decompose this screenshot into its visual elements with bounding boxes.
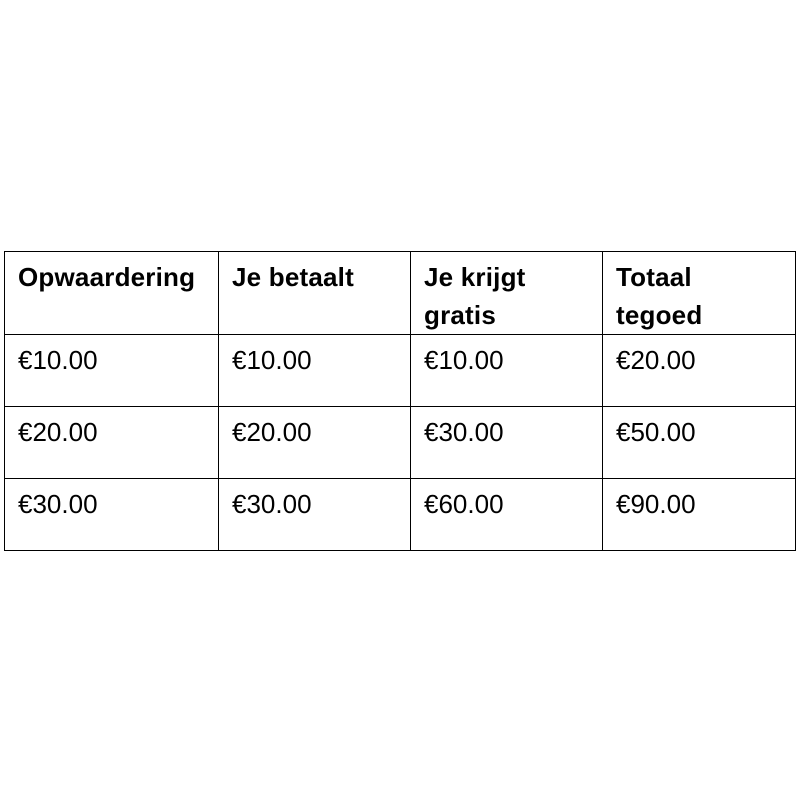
top-up-table [4, 251, 796, 551]
header-cell-je-betaalt [219, 252, 411, 335]
header-label: Totaal tegoed [616, 262, 703, 330]
header-cell-opwaardering [5, 252, 219, 335]
header-cell-je-krijgt-gratis [411, 252, 603, 335]
table-cell: €30.00 [411, 407, 603, 479]
header-label: Opwaardering [18, 262, 196, 292]
table-cell: €30.00 [219, 479, 411, 551]
top-up-table-container [4, 251, 795, 551]
table-cell: €90.00 [603, 479, 796, 551]
table-row [5, 335, 796, 407]
header-row [5, 252, 796, 335]
table-cell: €20.00 [603, 335, 796, 407]
table-row [5, 407, 796, 479]
table-row [5, 479, 796, 551]
header-label: Je betaalt [232, 262, 354, 292]
table-cell: €20.00 [219, 407, 411, 479]
table-cell: €10.00 [5, 335, 219, 407]
table-cell: €50.00 [603, 407, 796, 479]
table-body [5, 335, 796, 551]
header-label: Je krijgt gratis [424, 262, 526, 330]
table-cell: €20.00 [5, 407, 219, 479]
header-cell-totaal-tegoed [603, 252, 796, 335]
table-cell: €10.00 [411, 335, 603, 407]
table-cell: €60.00 [411, 479, 603, 551]
table-header [5, 252, 796, 335]
table-cell: €30.00 [5, 479, 219, 551]
table-cell: €10.00 [219, 335, 411, 407]
